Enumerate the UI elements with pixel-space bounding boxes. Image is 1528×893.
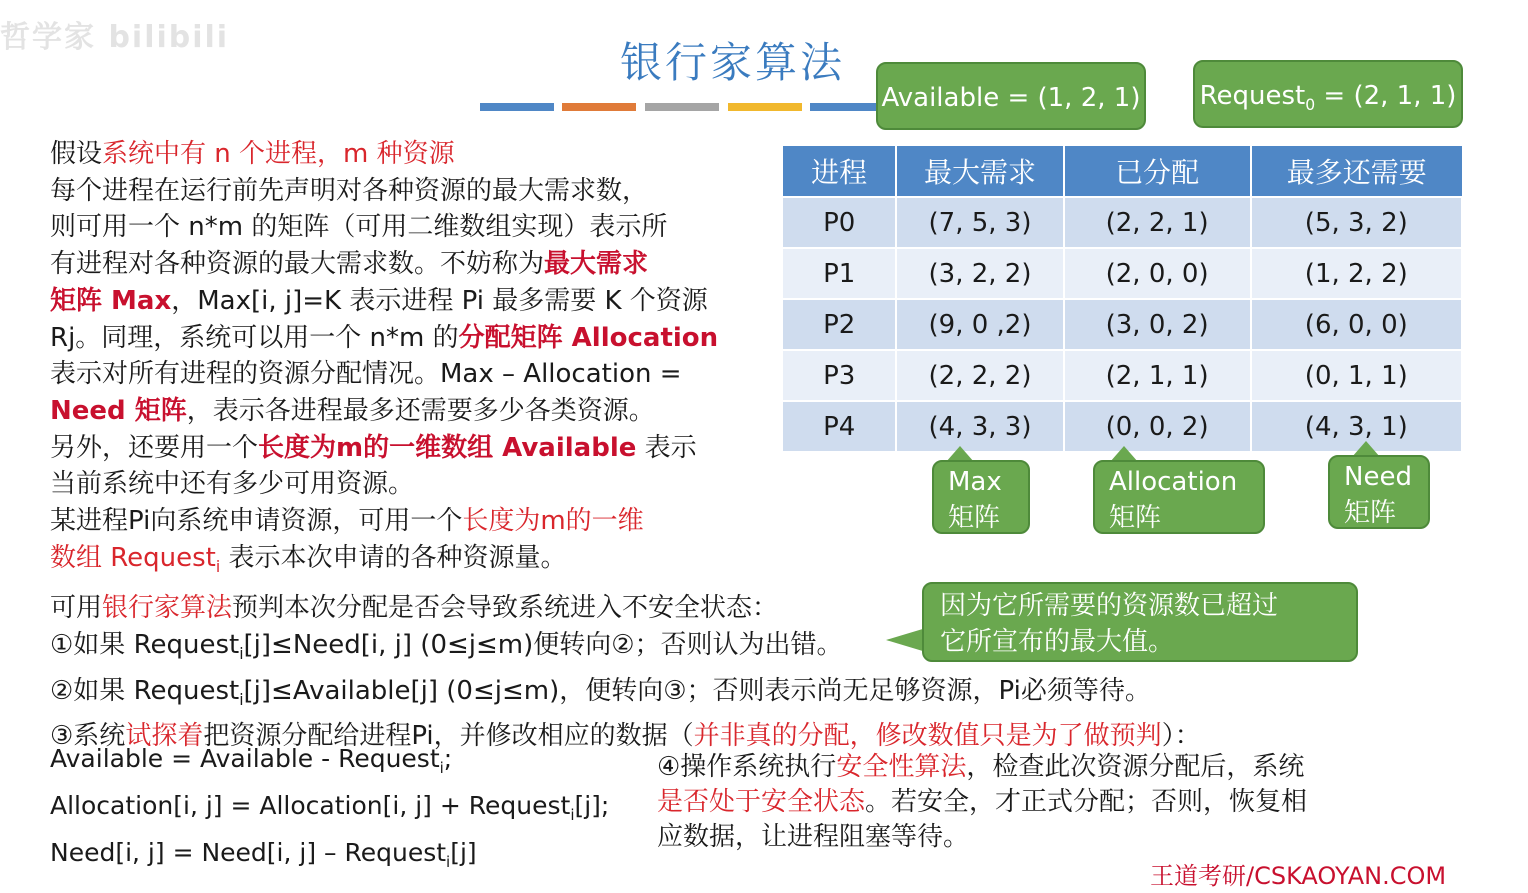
- table-row: [783, 248, 1462, 299]
- desc-line-3: 则可用一个 n*m 的矩阵（可用二维数组实现）表示所: [50, 212, 668, 243]
- desc-line-6: [50, 320, 780, 357]
- allocation-tag-line-1: Allocation: [1109, 467, 1238, 497]
- page-title: 银行家算法: [620, 38, 846, 87]
- need-matrix-tag: [1328, 455, 1430, 529]
- step-3-e: ）：: [1161, 721, 1201, 752]
- desc-line-9: [50, 430, 780, 467]
- request-callout-sub: 0: [1305, 96, 1316, 115]
- cell-max: (2, 2, 2): [896, 350, 1063, 401]
- desc-l12-a: 数组 Request: [50, 542, 216, 573]
- step-2-b: [j]≤Available[j] (0≤j≤m)，便转向③；否则表示尚无足够资源，Pi必须等待。: [243, 675, 1151, 706]
- header-max: 最大需求: [896, 146, 1063, 197]
- max-matrix-tag: [932, 460, 1030, 534]
- description-text: [50, 136, 780, 586]
- steps-intro-a: 可用: [50, 593, 103, 623]
- cell-need: (5, 3, 2): [1251, 197, 1462, 248]
- step-3-a: ③系统: [50, 721, 126, 752]
- request-callout-suffix: = (2, 1, 1): [1315, 81, 1457, 111]
- cell-allocation: (0, 0, 2): [1064, 401, 1251, 451]
- max-tag-line-1: Max: [948, 467, 1002, 497]
- step-4-line-3: 应数据，让进程阻塞等待。: [657, 822, 970, 852]
- cell-need: (6, 0, 0): [1251, 299, 1462, 350]
- request-callout-prefix: Request: [1199, 81, 1306, 111]
- desc-l9-b: 长度为m的一维数组 Available: [258, 432, 637, 463]
- desc-l5-b: ，Max[i, j]=K 表示进程 Pi 最多需要 K 个资源: [171, 285, 708, 316]
- cell-process: P4: [783, 401, 896, 451]
- cell-process: P1: [783, 248, 896, 299]
- formula-need: [50, 834, 609, 881]
- allocation-tag-line-2: 矩阵: [1109, 503, 1162, 533]
- desc-line-8: [50, 393, 780, 430]
- table-row: [783, 350, 1462, 401]
- request-callout: [1193, 60, 1463, 128]
- formula-3-sub: i: [446, 853, 451, 871]
- steps-intro-b: 银行家算法: [102, 593, 233, 623]
- note-pointer: [886, 628, 926, 652]
- cell-process: P2: [783, 299, 896, 350]
- table-row: [783, 197, 1462, 248]
- desc-line-12: [50, 540, 780, 586]
- cell-allocation: (2, 0, 0): [1064, 248, 1251, 299]
- cell-allocation: (2, 1, 1): [1064, 350, 1251, 401]
- desc-l12-b: 表示本次申请的各种资源量。: [220, 542, 567, 573]
- desc-l4-b: 最大需求: [544, 249, 649, 280]
- title-bar-5: [810, 103, 884, 111]
- table-header-row: [783, 146, 1462, 197]
- desc-line-10: 当前系统中还有多少可用资源。: [50, 469, 415, 500]
- bilibili-watermark: 哲学家 bilibili: [0, 20, 230, 55]
- title-bar-2: [562, 103, 636, 111]
- cell-max: (9, 0 ,2): [896, 299, 1063, 350]
- formula-2-a: Allocation[i, j] = Allocation[i, j] + Request: [50, 791, 571, 820]
- formula-1-sub: i: [439, 759, 444, 777]
- step-4-line-1: [657, 750, 1437, 785]
- table-row: [783, 299, 1462, 350]
- header-process: 进程: [783, 146, 896, 197]
- note-line-1: 因为它所需要的资源数已超过: [940, 591, 1279, 621]
- cell-need: (1, 2, 2): [1251, 248, 1462, 299]
- desc-l1-b: 系统中有 n 个进程，m 种资源: [102, 139, 455, 169]
- step-4-l2-b: 。若安全，才正式分配；否则，恢复相: [865, 787, 1308, 817]
- desc-l8-a: Need 矩阵: [50, 395, 187, 426]
- update-formulas: [50, 740, 609, 881]
- need-tag-line-2: 矩阵: [1344, 498, 1397, 528]
- formula-2-b: [j];: [574, 791, 610, 820]
- formula-1-b: ;: [443, 744, 453, 773]
- step-1-b: [j]≤Need[i, j] (0≤j≤m)便转向②；否则认为出错。: [243, 629, 843, 660]
- header-need: 最多还需要: [1251, 146, 1462, 197]
- desc-line-1: [50, 136, 780, 173]
- title-bar-1: [480, 103, 554, 111]
- desc-line-4: [50, 246, 780, 283]
- desc-l9-c: 表示: [636, 432, 697, 463]
- cell-need: (4, 3, 1): [1251, 401, 1462, 451]
- desc-line-2: 每个进程在运行前先声明对各种资源的最大需求数，: [50, 175, 649, 206]
- formula-2-sub: i: [570, 806, 575, 824]
- step-3-c: 把资源分配给进程Pi，并修改相应的数据（: [203, 721, 694, 752]
- note-line-2: 它所宣布的最大值。: [940, 627, 1175, 657]
- desc-l11-a: 某进程Pi向系统申请资源，可用一个: [50, 506, 463, 537]
- desc-l9-a: 另外，还要用一个: [50, 432, 259, 463]
- max-tag-line-2: 矩阵: [948, 503, 1001, 533]
- desc-l6-a: Rj。同理，系统可以用一个 n*m 的: [50, 322, 459, 353]
- resource-table: [783, 146, 1463, 451]
- step-1-a: ①如果 Request: [50, 629, 240, 660]
- steps-intro-c: 预判本次分配是否会导致系统进入不安全状态：: [232, 593, 779, 623]
- cell-max: (3, 2, 2): [896, 248, 1063, 299]
- step-4-l1-c: ，检查此次资源分配后，系统: [966, 752, 1305, 782]
- step-3-b: 试探着: [125, 721, 204, 752]
- desc-l8-b: ，表示各进程最多还需要多少各类资源。: [186, 395, 655, 426]
- title-bar-4: [728, 103, 802, 111]
- formula-1-a: Available = Available - Request: [50, 744, 440, 773]
- available-callout: Available = (1, 2, 1): [876, 62, 1146, 130]
- desc-line-11: [50, 503, 780, 540]
- formula-available: [50, 740, 609, 787]
- formula-allocation: [50, 787, 609, 834]
- desc-line-7: 表示对所有进程的资源分配情况。Max – Allocation =: [50, 359, 682, 390]
- step-1-sub: i: [239, 644, 244, 663]
- cell-max: (7, 5, 3): [896, 197, 1063, 248]
- footer-brand: 王道考研/CSKAOYAN.COM: [1150, 862, 1447, 890]
- step-4-line-2: [657, 785, 1437, 820]
- cell-allocation: (2, 2, 1): [1064, 197, 1251, 248]
- cell-need: (0, 1, 1): [1251, 350, 1462, 401]
- need-tag-line-1: Need: [1344, 462, 1412, 492]
- cell-max: (4, 3, 3): [896, 401, 1063, 451]
- title-bar-3: [645, 103, 719, 111]
- step-2-sub: i: [239, 690, 244, 709]
- desc-l11-b: 长度为m的一维: [462, 506, 644, 537]
- step-4-l2-a: 是否处于安全状态: [657, 787, 866, 817]
- desc-line-5: [50, 283, 780, 320]
- cell-process: P3: [783, 350, 896, 401]
- error-note-callout: [922, 582, 1358, 662]
- desc-l6-b: 分配矩阵 Allocation: [458, 322, 719, 353]
- desc-l5-a: 矩阵 Max: [50, 285, 172, 316]
- step-4: [657, 750, 1437, 855]
- formula-3-b: [j]: [450, 838, 477, 867]
- step-4-l1-a: ④操作系统执行: [657, 752, 837, 782]
- cell-allocation: (3, 0, 2): [1064, 299, 1251, 350]
- step-2-a: ②如果 Request: [50, 675, 240, 706]
- allocation-matrix-tag: [1093, 460, 1265, 534]
- step-2: [50, 673, 1201, 719]
- desc-l1-a: 假设: [50, 139, 103, 169]
- header-allocation: 已分配: [1064, 146, 1251, 197]
- desc-l12-sub: i: [215, 557, 221, 576]
- cell-process: P0: [783, 197, 896, 248]
- step-3-d: 并非真的分配，修改数值只是为了做预判: [693, 721, 1162, 752]
- formula-3-a: Need[i, j] = Need[i, j] – Request: [50, 838, 447, 867]
- step-4-l1-b: 安全性算法: [836, 752, 967, 782]
- desc-l4-a: 有进程对各种资源的最大需求数。不妨称为: [50, 249, 545, 280]
